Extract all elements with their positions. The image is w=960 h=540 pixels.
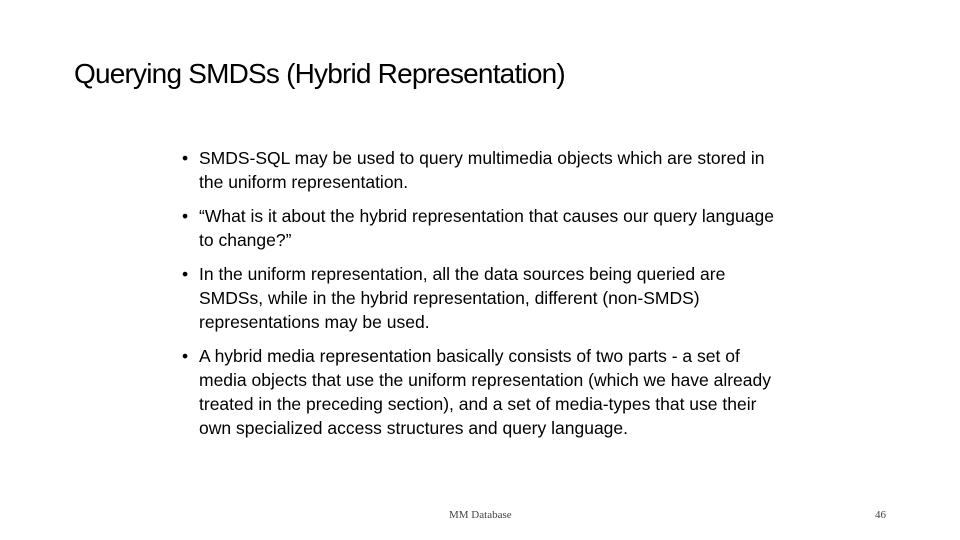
bullet-text: SMDS-SQL may be used to query multimedia objects which are stored in the uniform representation.	[199, 148, 765, 192]
bullet-item	[178, 204, 788, 252]
footer-label: MM Database	[449, 509, 512, 521]
bullet-item	[178, 146, 788, 194]
bullet-text: A hybrid media representation basically consists of two parts - a set of media objects that use the uniform representation (which we have already treated in the preceding section), and a set of media-types that use their own specialized access structures and query language.	[199, 346, 771, 438]
bullet-dot-icon: •	[182, 346, 189, 366]
bullet-dot-icon: •	[182, 206, 189, 226]
bullet-item	[178, 262, 788, 334]
slide-title: Querying SMDSs (Hybrid Representation)	[74, 58, 565, 89]
page-number: 46	[875, 509, 886, 521]
bullet-item	[178, 344, 788, 440]
bullet-dot-icon: •	[182, 148, 189, 168]
bullet-list	[178, 146, 788, 450]
bullet-text: “What is it about the hybrid representation that causes our query language to change?”	[199, 206, 774, 250]
bullet-text: In the uniform representation, all the data sources being queried are SMDSs, while in the hybrid representation, different (non-SMDS) representations may be used.	[199, 264, 726, 332]
bullet-dot-icon: •	[182, 264, 189, 284]
